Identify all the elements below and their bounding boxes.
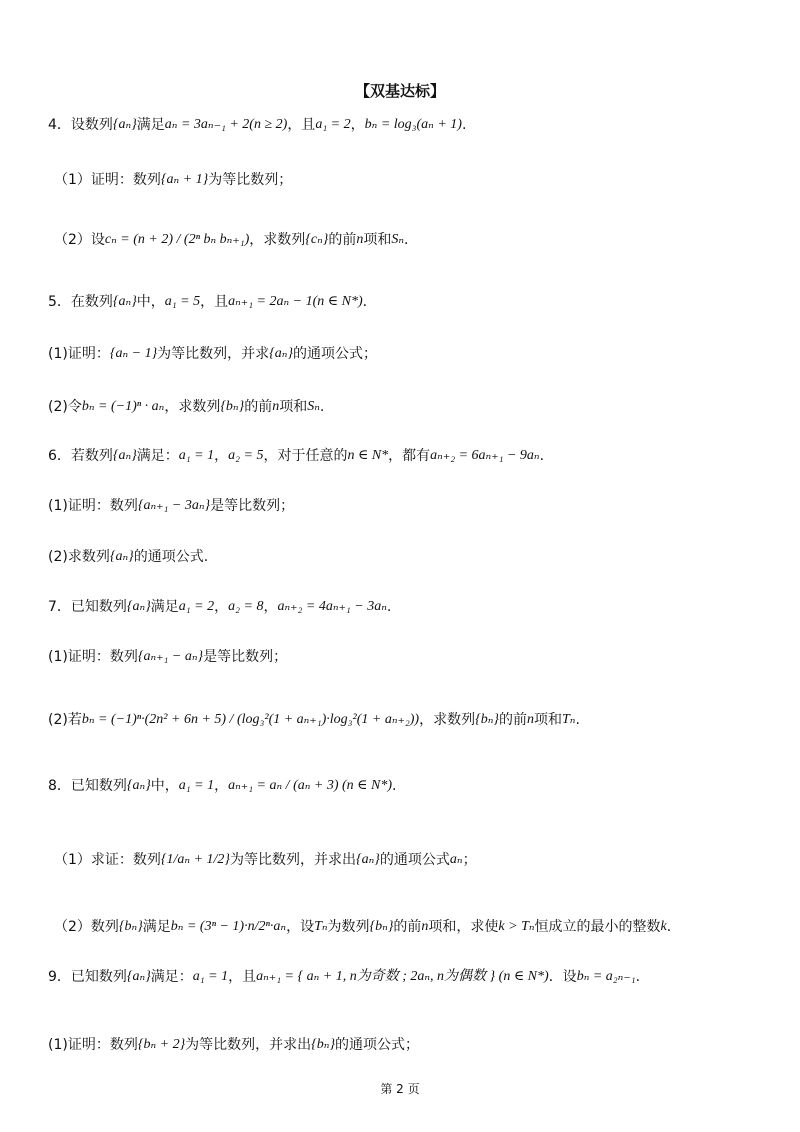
math-expression: aₙ = 3aₙ₋₁ + 2(n ≥ 2) xyxy=(164,117,288,132)
text-segment: . xyxy=(635,969,641,985)
math-expression: {aₙ} xyxy=(112,117,137,132)
page-number: 第 2 页 xyxy=(380,1082,420,1096)
problem-line-p9-1 xyxy=(48,1035,419,1055)
math-expression: n xyxy=(272,399,280,414)
math-expression: {aₙ − 1} xyxy=(109,346,158,361)
text-segment: ； xyxy=(462,852,477,868)
math-expression: k xyxy=(660,919,667,934)
text-segment: 是等比数列； xyxy=(210,498,295,514)
problem-line-p8 xyxy=(48,776,397,796)
text-segment: 为等比数列，并求出 xyxy=(185,1037,312,1053)
math-expression: {cₙ} xyxy=(305,232,329,247)
problem-line-p7 xyxy=(48,597,391,617)
text-segment: (1)证明： xyxy=(48,346,110,362)
text-segment: 满足 xyxy=(150,599,179,615)
text-segment: 项和 xyxy=(363,232,392,248)
math-expression: {bₙ} xyxy=(369,919,394,934)
math-expression: bₙ = (−1)ⁿ · aₙ xyxy=(81,399,165,414)
text-segment: 的通项公式； xyxy=(293,346,378,362)
text-segment: . xyxy=(386,599,392,615)
text-segment: 8．已知数列 xyxy=(48,778,127,794)
text-segment: 5．在数列 xyxy=(48,294,113,310)
text-segment: 7．已知数列 xyxy=(48,599,127,615)
text-segment: （2）数列 xyxy=(54,919,119,935)
text-segment: 是等比数列； xyxy=(203,649,288,665)
problem-line-p5-1 xyxy=(48,344,377,364)
math-expression: n ∈ N* xyxy=(347,448,389,463)
text-segment: ， xyxy=(263,599,278,615)
text-segment: ，且 xyxy=(200,294,229,310)
text-segment: . xyxy=(362,294,368,310)
math-expression: n xyxy=(421,919,429,934)
text-segment: （1）证明：数列 xyxy=(54,172,161,188)
math-expression: a₂ = 8 xyxy=(228,599,264,614)
math-expression: {aₙ} xyxy=(109,549,134,564)
text-segment: (1)证明：数列 xyxy=(48,498,138,514)
text-segment: (2)令 xyxy=(48,399,82,415)
problem-line-p7-1 xyxy=(48,647,287,667)
text-segment: 4．设数列 xyxy=(48,117,113,133)
problem-line-p4-2 xyxy=(54,230,409,250)
math-expression: {aₙ} xyxy=(112,448,137,463)
math-expression: k > Tₙ xyxy=(498,919,535,934)
text-segment: ，且 xyxy=(287,117,316,133)
text-segment: 为等比数列，并求 xyxy=(157,346,270,362)
problem-line-p5-2 xyxy=(48,397,324,417)
math-expression: {aₙ} xyxy=(126,969,151,984)
text-segment: 满足： xyxy=(150,969,193,985)
text-segment: (2)若 xyxy=(48,712,82,728)
math-expression: a₂ = 5 xyxy=(228,448,264,463)
text-segment: 的通项公式； xyxy=(335,1037,420,1053)
math-expression: {aₙ} xyxy=(126,778,151,793)
math-expression: aₙ₊₂ = 4aₙ₊₁ − 3aₙ xyxy=(277,599,387,614)
text-segment: . xyxy=(539,448,545,464)
text-segment: 中， xyxy=(136,294,165,310)
text-segment: 为等比数列，并求出 xyxy=(230,852,357,868)
text-segment: ，求数列 xyxy=(164,399,221,415)
text-segment: ， xyxy=(214,599,229,615)
text-segment: . xyxy=(319,399,325,415)
math-expression: aₙ₊₂ = 6aₙ₊₁ − 9aₙ xyxy=(430,448,540,463)
text-segment: ， xyxy=(214,778,229,794)
math-expression: a₁ = 2 xyxy=(315,117,351,132)
text-segment: 满足 xyxy=(142,919,171,935)
math-expression: {aₙ₊₁ − 3aₙ} xyxy=(137,498,211,513)
text-segment: 项和，求使 xyxy=(428,919,499,935)
text-segment: 6．若数列 xyxy=(48,448,113,464)
text-segment: (1)证明：数列 xyxy=(48,649,138,665)
text-segment: ，都有 xyxy=(388,448,431,464)
problem-line-p5 xyxy=(48,292,367,312)
math-expression: {bₙ} xyxy=(311,1037,336,1052)
text-segment: . xyxy=(461,117,467,133)
math-expression: n xyxy=(356,232,364,247)
math-expression: {aₙ} xyxy=(126,599,151,614)
text-segment: 满足 xyxy=(136,117,165,133)
math-expression: {aₙ} xyxy=(269,346,294,361)
math-expression: a₁ = 1 xyxy=(178,778,215,793)
math-expression: aₙ₊₁ = 2aₙ − 1(n ∈ N*) xyxy=(228,294,363,309)
text-segment: 为等比数列； xyxy=(208,172,293,188)
text-segment: . xyxy=(404,232,409,248)
text-segment: 9．已知数列 xyxy=(48,969,127,985)
text-segment: 的前 xyxy=(498,712,527,728)
math-expression: bₙ = (−1)ⁿ·(2n² + 6n + 5) / (log₃²(1 + aₙ₊₁)·log₃²(1 + aₙ₊₂)) xyxy=(81,712,420,727)
text-segment: ，对于任意的 xyxy=(263,448,348,464)
text-segment: (1)证明：数列 xyxy=(48,1037,138,1053)
math-expression: Sₙ xyxy=(391,232,405,247)
text-segment: 满足： xyxy=(136,448,179,464)
problem-line-p6 xyxy=(48,446,544,466)
text-segment: 的通项公式 xyxy=(379,852,450,868)
math-expression: Sₙ xyxy=(307,399,320,414)
math-expression: aₙ xyxy=(449,852,463,867)
math-expression: a₁ = 1 xyxy=(192,969,229,984)
text-segment: 恒成立的最小的整数 xyxy=(534,919,661,935)
text-segment: ．设 xyxy=(548,969,577,985)
math-expression: {aₙ + 1} xyxy=(160,172,209,187)
math-expression: {bₙ + 2} xyxy=(137,1037,186,1052)
math-expression: a₁ = 1 xyxy=(178,448,215,463)
text-segment: 的通项公式. xyxy=(133,549,209,565)
math-expression: bₙ = (3ⁿ − 1)·n/2ⁿ·aₙ xyxy=(170,919,287,934)
problem-line-p8-2 xyxy=(54,917,671,937)
problem-line-p6-1 xyxy=(48,496,294,516)
text-segment: . xyxy=(392,778,397,794)
text-segment: 的前 xyxy=(328,232,357,248)
math-expression: bₙ = log₃(aₙ + 1) xyxy=(364,117,462,132)
math-expression: {bₙ} xyxy=(118,919,143,934)
text-segment: 的前 xyxy=(244,399,273,415)
text-segment: (2)求数列 xyxy=(48,549,110,565)
text-segment: ，且 xyxy=(228,969,257,985)
problem-line-p4 xyxy=(48,115,466,135)
problem-line-p4-1 xyxy=(54,170,292,190)
math-expression: bₙ = a₂ₙ₋₁ xyxy=(576,969,636,984)
math-expression: aₙ₊₁ = { aₙ + 1, n为奇数 ; 2aₙ, n为偶数 } (n ∈ N*) xyxy=(256,969,549,984)
problem-line-p6-2 xyxy=(48,547,208,567)
text-segment: ，设 xyxy=(286,919,315,935)
math-expression: {aₙ₊₁ − aₙ} xyxy=(137,649,204,664)
math-expression: {aₙ} xyxy=(356,852,380,867)
math-expression: {aₙ} xyxy=(112,294,137,309)
text-segment: ，求数列 xyxy=(419,712,476,728)
text-segment: 的前 xyxy=(393,919,422,935)
math-expression: {bₙ} xyxy=(475,712,499,727)
problem-line-p7-2 xyxy=(48,710,580,730)
text-segment: ， xyxy=(214,448,229,464)
math-expression: {bₙ} xyxy=(220,399,245,414)
problem-line-p8-1 xyxy=(54,850,477,870)
problem-line-p9 xyxy=(48,967,640,987)
text-segment: 项和 xyxy=(533,712,562,728)
math-expression: Tₙ xyxy=(314,919,328,934)
text-segment: 项和 xyxy=(279,399,308,415)
text-segment: . xyxy=(575,712,580,728)
text-segment: 为数列 xyxy=(327,919,370,935)
text-segment: ，求数列 xyxy=(249,232,306,248)
math-expression: cₙ = (n + 2) / (2ⁿ bₙ bₙ₊₁) xyxy=(104,232,250,247)
math-expression: a₁ = 2 xyxy=(178,599,215,614)
text-segment: 中， xyxy=(150,778,179,794)
math-expression: aₙ₊₁ = aₙ / (aₙ + 3) (n ∈ N*) xyxy=(228,778,393,793)
section-heading: 【双基达标】 xyxy=(354,82,445,100)
math-expression: a₁ = 5 xyxy=(164,294,201,309)
text-segment: （2）设 xyxy=(54,232,105,248)
math-expression: Tₙ xyxy=(561,712,576,727)
text-segment: . xyxy=(666,919,672,935)
text-segment: （1）求证：数列 xyxy=(54,852,161,868)
text-segment: ， xyxy=(350,117,365,133)
math-expression: {1/aₙ + 1/2} xyxy=(160,852,231,867)
math-expression: n xyxy=(526,712,534,727)
